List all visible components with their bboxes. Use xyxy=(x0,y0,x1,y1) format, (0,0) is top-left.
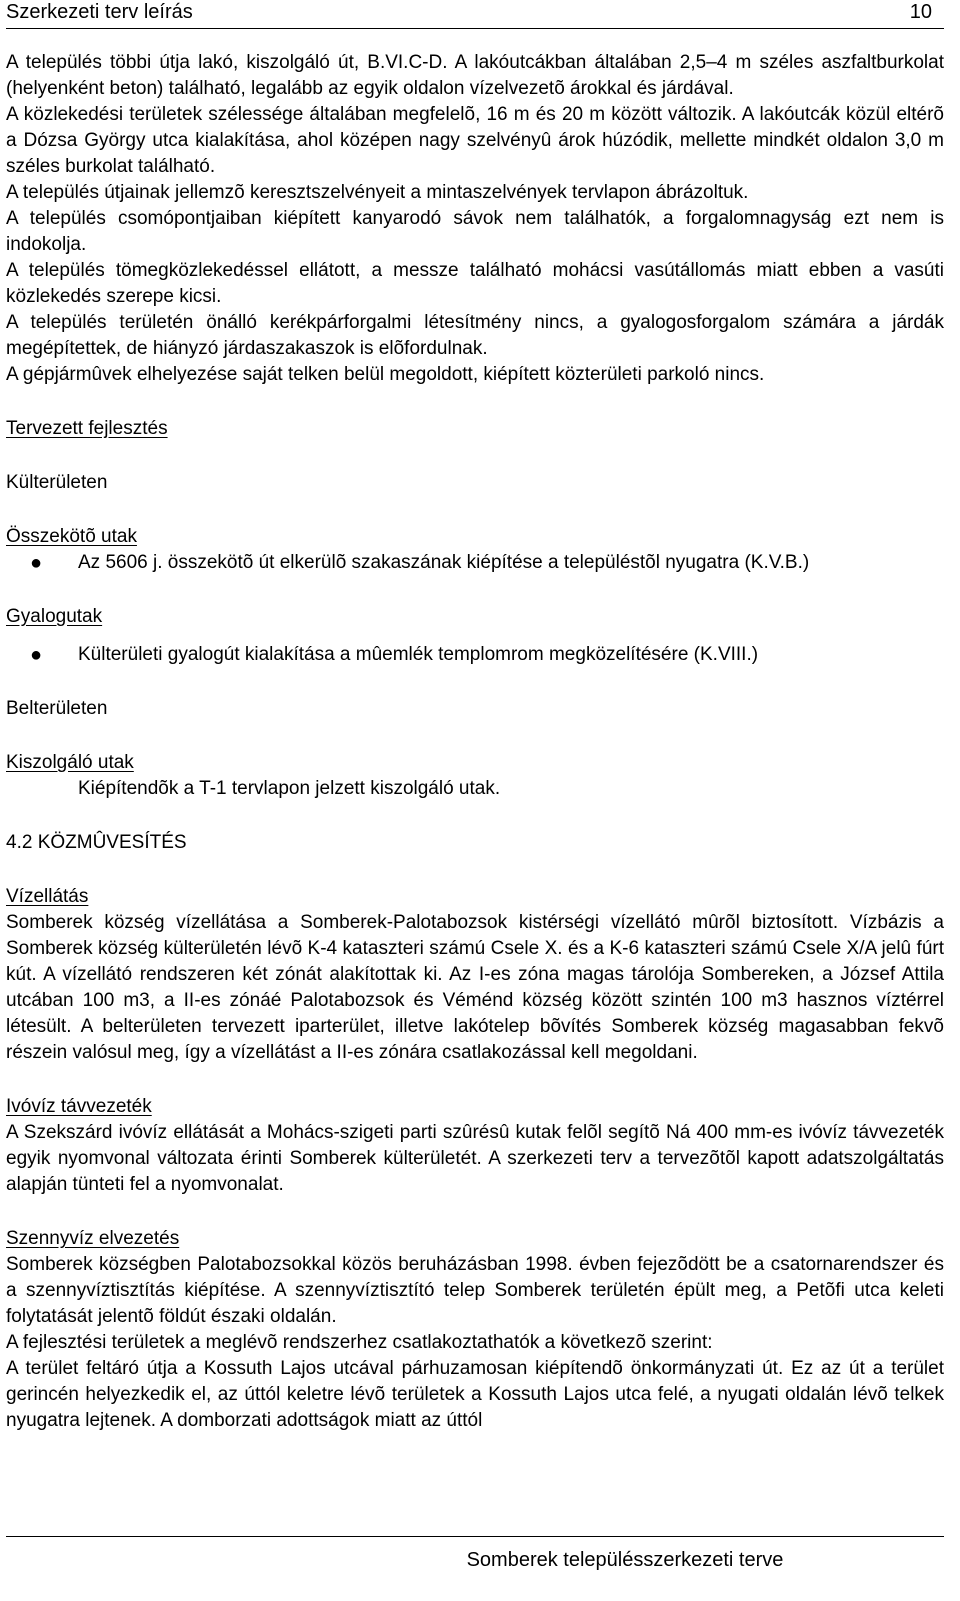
heading-planned-development: Tervezett fejlesztés xyxy=(6,418,168,439)
section-title-utilities: 4.2 KÖZMÛVESÍTÉS xyxy=(6,832,187,853)
heading-connecting-roads: Összekötõ utak xyxy=(6,526,137,547)
list-item: ● Az 5606 j. összekötõ út elkerülõ szakaszának kiépítése a településtõl nyugatra (K.V.B.) xyxy=(30,552,810,574)
page-footer xyxy=(6,1536,944,1601)
page-content xyxy=(6,50,944,1434)
paragraph-sewage-connection: A fejlesztési területek a meglévõ rendszerhez csatlakoztathatók a következõ szerint: xyxy=(6,1332,713,1353)
paragraph-sewage: Somberek községben Palotabozsokkal közös beruházásban 1998. évben fejezõdött be a csatornarendszer és a szennyvíztisztítás kiépítése. A szennyvíztisztító telep Somberek területén épült meg, a Petõfi utca keleti folytatását jelentõ földút északi oldalán. xyxy=(6,1254,944,1327)
heading-inner-area: Belterületen xyxy=(6,698,108,719)
list-item: ● Külterületi gyalogút kialakítása a mûemlék templomrom megközelítésére (K.VIII.) xyxy=(30,644,759,666)
paragraph-cross-sections: A település útjainak jellemzõ keresztszelvényeit a mintaszelvények tervlapon ábrázoltuk. xyxy=(6,182,749,203)
footer-text: Somberek településszerkezeti terve xyxy=(466,1549,784,1571)
paragraph-cycling: A település területén önálló kerékpárforgalmi létesítmény nincs, a gyalogosforgalom számára a járdák megépítettek, de hiányzó járdaszakaszok is elõfordulnak. xyxy=(6,312,944,359)
bullet-icon: ● xyxy=(30,552,43,574)
heading-drinking-pipeline: Ivóvíz távvezeték xyxy=(6,1096,152,1117)
connecting-roads-list xyxy=(6,550,944,576)
paragraph-road-width: A közlekedési területek szélessége általában megfelelõ, 16 m és 20 m között változik. A lakóutcák közül eltérõ a Dózsa György utca kialakítása, ahol középen nagy szelvényû árok húzódik, mellette mindkét oldalon 3,0 m széles burkolat található. xyxy=(6,104,944,177)
heading-outer-area: Külterületen xyxy=(6,472,108,493)
paragraph-junctions: A település csomópontjaiban kiépített kanyarodó sávok nem találhatók, a forgalomnagyság ezt nem is indokolja. xyxy=(6,208,944,255)
footpaths-list xyxy=(6,642,944,668)
heading-sewage: Szennyvíz elvezetés xyxy=(6,1228,180,1249)
paragraph-parking: A gépjármûvek elhelyezése saját telken belül megoldott, kiépített közterületi parkoló nincs. xyxy=(6,364,765,385)
paragraph-sewage-road: A terület feltáró útja a Kossuth Lajos utcával párhuzamosan kiépítendõ önkormányzati út. Ez az út a terület gerincén helyezkedik el, az úttól keletre lévõ területek a Kossuth Lajos utca felé, a nyugati oldalán lévõ telkek nyugatra lejtenek. A domborzati adottságok miatt az úttól xyxy=(6,1358,944,1431)
page-number: 10 xyxy=(909,1,932,23)
heading-water-supply: Vízellátás xyxy=(6,886,89,907)
paragraph-water-supply: Somberek község vízellátása a Somberek-Palotabozsok kistérségi vízellátó mûrõl biztosított. Vízbázis a Somberek község külterületén lévõ K-4 kataszteri számú Csele X. és a K-6 kataszteri számú Csele X/A jelû fúrt kút. A vízellátó rendszeren két zónát alakítottak ki. Az I-es zóna magas tárolója Sombereken, a József Attila utcában 100 m3, a II-es zónáé Palotabozsok és Véménd község között szintén 100 m3 hasznos víztérrel létesült. A belterületen tervezett iparterület, illetve lakótelep bõvítés Somberek község magasabban fekvõ részein valósul meg, így a vízellátást a II-es zónára csatlakozással kell megoldani. xyxy=(6,912,944,1063)
bullet-icon: ● xyxy=(30,644,43,666)
page-header xyxy=(6,0,944,29)
paragraph-drinking-pipeline: A Szekszárd ivóvíz ellátását a Mohács-szigeti parti szûrésû kutak felõl segítõ Ná 400 mm-es ivóvíz távvezeték egyik nyomvonal változata érinti Somberek külterületét. A szerkezeti terv a tervezõtõl kapott adatszolgáltatás alapján tünteti fel a nyomvonalat. xyxy=(6,1122,944,1195)
heading-service-roads: Kiszolgáló utak xyxy=(6,752,134,773)
paragraph-residential-roads: A település többi útja lakó, kiszolgáló út, B.VI.C-D. A lakóutcákban általában 2,5–4 m széles aszfaltburkolat (helyenként beton) található, legalább az egyik oldalon vízelvezetõ árokkal és járdával. xyxy=(6,52,944,99)
heading-footpaths: Gyalogutak xyxy=(6,606,103,627)
header-title: Szerkezeti terv leírás xyxy=(6,1,193,23)
paragraph-public-transport: A település tömegközlekedéssel ellátott, a messze található mohácsi vasútállomás miatt ebben a vasúti közlekedés szerepe kicsi. xyxy=(6,260,944,307)
service-roads-text: Kiépítendõk a T-1 tervlapon jelzett kiszolgáló utak. xyxy=(78,778,501,799)
